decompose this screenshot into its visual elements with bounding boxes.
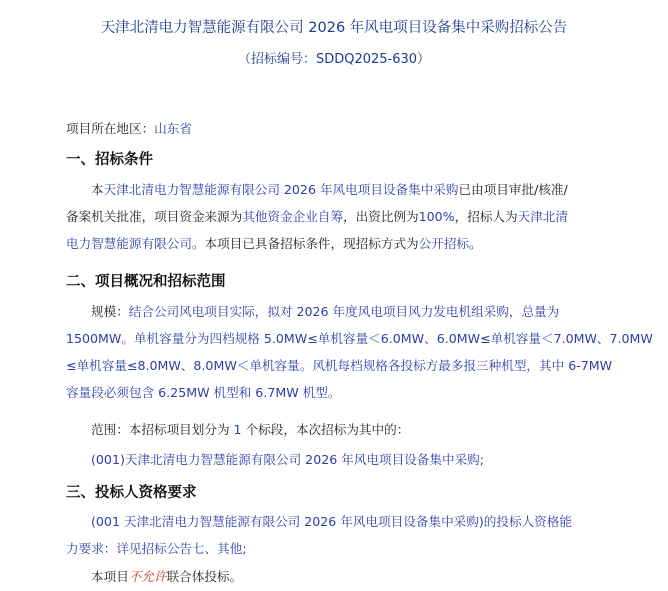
qualification-line-1: (001 天津北清电力智慧能源有限公司 2026 年风电项目设备集中采购)的投标人资格能 bbox=[91, 514, 572, 529]
section-2-heading: 二、项目概况和招标范围 bbox=[66, 274, 226, 290]
document-title: 天津北清电力智慧能源有限公司 2026 年风电项目设备集中采购招标公告 bbox=[100, 20, 568, 36]
section-3-body bbox=[66, 508, 572, 562]
section-1-line-1: 本天津北清电力智慧能源有限公司 2026 年风电项目设备集中采购已由项目审批/核准/ bbox=[91, 182, 568, 197]
section-2-range: 范围：本招标项目划分为 1 个标段，本次招标为其中的： bbox=[91, 422, 410, 437]
lot-item: (001)天津北清电力智慧能源有限公司 2026 年风电项目设备集中采购; bbox=[91, 452, 485, 467]
section-1-body bbox=[66, 176, 568, 257]
region-value: 山东省 bbox=[154, 121, 192, 136]
section-1-heading: 一、招标条件 bbox=[66, 152, 153, 168]
region-line bbox=[66, 119, 192, 139]
scale-line-3: ≤单机容量≤8.0MW、8.0MW＜单机容量。风机每档规格各投标方最多报三种机型，其中 6-7MW bbox=[66, 358, 613, 373]
section-2-scale bbox=[66, 298, 653, 406]
joint-venture-line: 本项目不允许联合体投标。 bbox=[91, 569, 243, 584]
qualification-line-2: 力要求：详见招标公告七、其他; bbox=[66, 541, 247, 556]
section-1-line-2: 备案机关批准，项目资金来源为其他资金企业自筹，出资比例为100%，招标人为天津北清 bbox=[66, 209, 568, 224]
section-3-heading: 三、投标人资格要求 bbox=[66, 485, 197, 501]
region-label: 项目所在地区： bbox=[66, 121, 155, 136]
scale-line-1: 规模：结合公司风电项目实际，拟对 2026 年度风电项目风力发电机组采购，总量为 bbox=[91, 304, 560, 319]
scale-line-4: 容量段必须包含 6.25MW 机型和 6.7MW 机型。 bbox=[66, 385, 341, 400]
section-1-line-3: 电力智慧能源有限公司。本项目已具备招标条件，现招标方式为公开招标。 bbox=[66, 236, 482, 251]
scale-line-2: 1500MW。单机容量分为四档规格 5.0MW≤单机容量＜6.0MW、6.0MW≤单机容量＜7.0MW、7.0MW bbox=[66, 331, 653, 346]
tender-code: （招标编号：SDDQ2025-630） bbox=[237, 52, 431, 67]
